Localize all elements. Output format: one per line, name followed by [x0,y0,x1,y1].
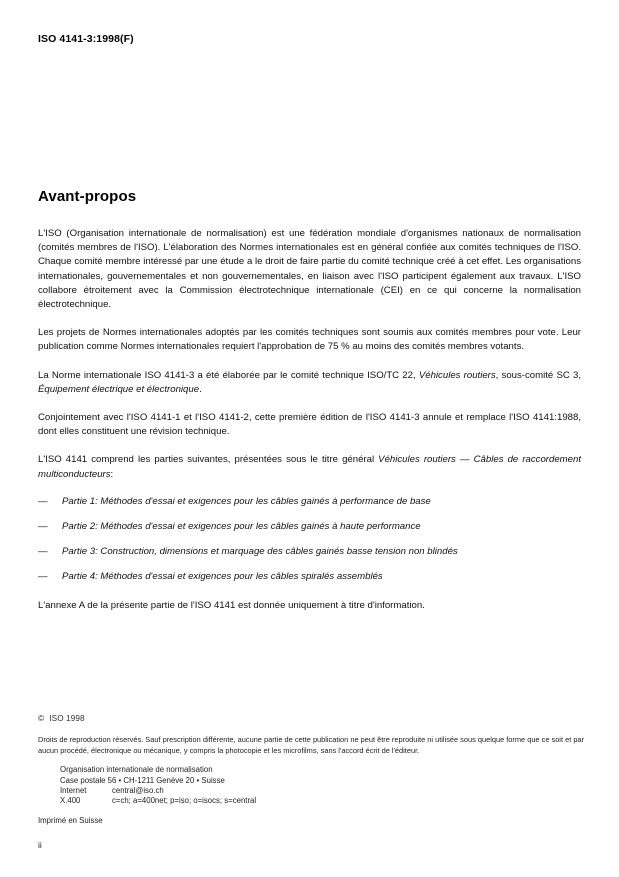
list-item [38,545,581,559]
em-dash-bullet-icon: — [38,571,48,583]
document-header: ISO 4141-3:1998(F) [38,33,134,45]
publisher-address [60,765,584,807]
em-dash-bullet-icon: — [38,521,48,533]
foreword-paragraph-4: Conjointement avec l'ISO 4141-1 et l'ISO 4141-2, cette première édition de l'ISO 4141-3 annule et remplace l'ISO 4141:1988, dont elles constituent une révision technique. [38,412,581,438]
em-dash-bullet-icon: — [38,495,48,507]
internet-label: Internet [60,786,87,795]
copyright-footer [38,713,584,825]
copyright-icon: © [38,713,45,723]
page-number: ii [38,840,42,850]
foreword-paragraph-3 [38,369,581,397]
address-organisation: Organisation internationale de normalisation [60,765,213,775]
copyright-line [38,713,584,723]
paragraph-3-text-b: , sous-comité SC 3, [495,369,581,381]
x400-value: c=ch; a=400net; p=iso; o=isocs; s=central [112,796,257,806]
subcommittee-title-italic: Équipement électrique et électronique [38,383,200,395]
list-item-label: Partie 2: Méthodes d'essai et exigences pour les câbles gainés à haute performance [62,521,421,533]
paragraph-3-text-a: La Norme internationale ISO 4141-3 a été élaborée par le comité technique ISO/TC 22, [38,369,419,381]
list-item [38,520,581,534]
list-item [38,570,581,584]
em-dash-bullet-icon: — [38,546,48,558]
printed-in-label: Imprimé en Suisse [38,815,103,825]
committee-title-italic: Véhicules routiers [418,369,496,381]
reproduction-rights-text: Droits de reproduction réservés. Sauf prescription différente, aucune partie de cette publication ne peut être reproduite ni utilisée sous quelque forme que ce soit et par aucun procédé, électronique ou mécanique, y compris la photocopie et les microfilms, sans l'accord écrit de l'éditeur. [38,735,584,755]
list-item-label: Partie 1: Méthodes d'essai et exigences pour les câbles gainés à performance de base [62,495,431,507]
foreword-paragraph-2: Les projets de Normes internationales adoptés par les comités techniques sont soumis aux comités membres pour vote. Leur publication comme Normes internationales requiert l'approbation de 75 % au moins des comités membres votants. [38,327,581,353]
list-item [38,495,581,509]
foreword-paragraph-1: L'ISO (Organisation internationale de normalisation) est une fédération mondiale d'organismes nationaux de normalisation (comités membres de l'ISO). L'élaboration des Normes internationales est en général confiée aux comités techniques de l'ISO. Chaque comité membre intéressé par une étude a le droit de faire partie du comité technique créé à cet effet. Les organisations internationales, gouvernementales et non gouvernementales, en liaison avec l'ISO participent également aux travaux. L'ISO collabore étroitement avec la Commission électrotechnique internationale (CEI) en ce qui concerne la normalisation électrotechnique. [38,228,581,311]
list-item-label: Partie 3: Construction, dimensions et marquage des câbles gainés basse tension non blindés [62,546,458,558]
internet-value: central@iso.ch [112,786,164,795]
foreword-paragraph-5 [38,453,581,481]
address-postal: Case postale 56 • CH-1211 Genève 20 • Suisse [60,775,225,785]
x400-label: X.400 [60,796,81,806]
copyright-year-label: ISO 1998 [49,714,85,723]
paragraph-5-text-b: : [110,468,114,480]
parts-list [38,495,581,585]
paragraph-5-text-a: L'ISO 4141 comprend les parties suivantes, présentées sous le titre général [38,454,379,466]
foreword-paragraph-6: L'annexe A de la présente partie de l'ISO 4141 est donnée uniquement à titre d'information. [38,599,425,611]
address-x400-row [60,796,584,806]
list-item-label: Partie 4: Méthodes d'essai et exigences pour les câbles spiralés assemblés [62,571,383,583]
address-internet-row [60,786,584,796]
paragraph-3-text-c: . [199,383,202,395]
foreword-body [38,188,581,627]
general-title-italic: Véhicules routiers — Câbles de raccordement multiconducteurs [38,454,582,480]
page-title: Avant-propos [38,188,137,205]
